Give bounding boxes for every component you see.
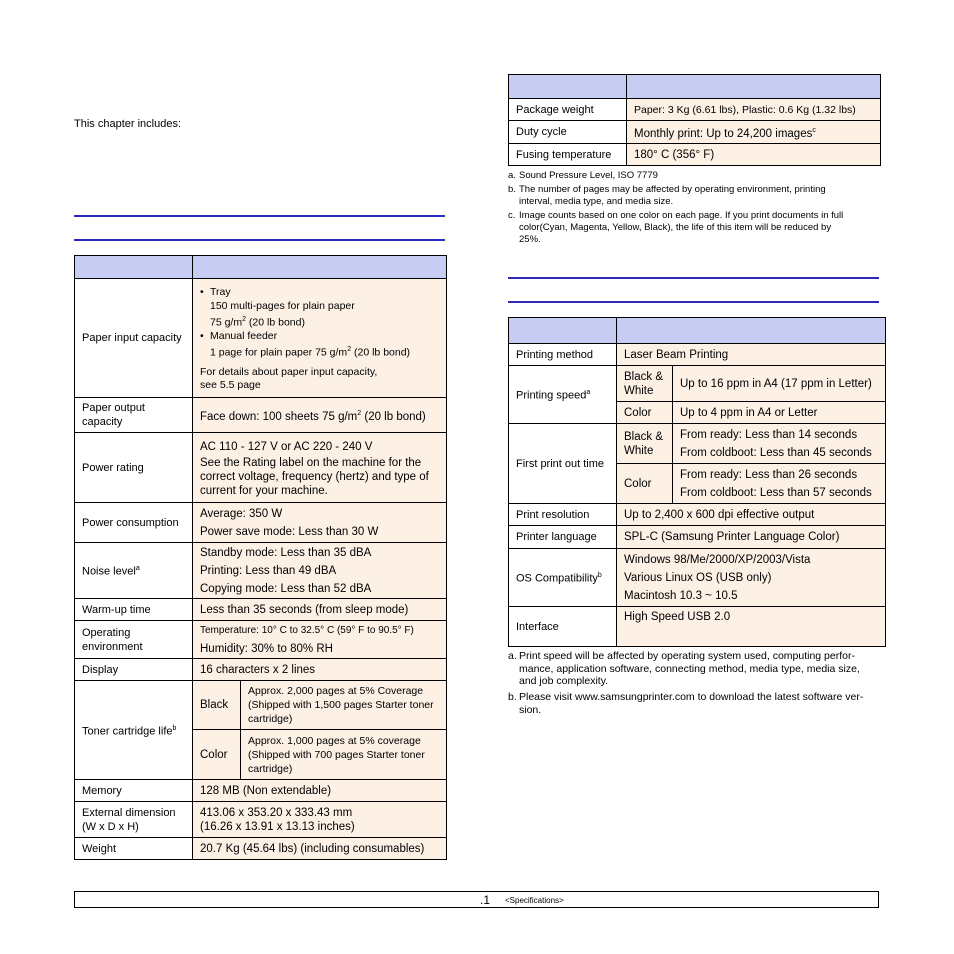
row-label: OS Compatibility bbox=[516, 572, 598, 585]
table-row-operating-environment: Operating environment Temperature: 10° C to 32.5° C (59° F to 90.5° F) Humidity: 30% to 80% RH bbox=[75, 621, 447, 659]
manual-feeder-label: Manual feeder bbox=[210, 330, 278, 342]
row-label: Warm-up time bbox=[75, 599, 193, 621]
black-white-label: Black & bbox=[624, 430, 663, 443]
color-label: Color bbox=[617, 402, 673, 424]
general-specifications-table bbox=[74, 255, 447, 860]
tray-label: Tray bbox=[210, 285, 231, 298]
paper-input-note-2: see 5.5 page bbox=[200, 378, 261, 391]
tray-line-1: 150 multi-pages for plain paper bbox=[210, 299, 355, 312]
table-row-paper-output: Paper output capacity Face down: 100 sheets 75 $g/m^2$ (20 lb bond) bbox=[75, 398, 447, 433]
row-label: First print out time bbox=[509, 424, 617, 504]
table-row-power-rating: Power rating AC 110 - 127 V or AC 220 - 240 V See the Rating label on the machine for the correct voltage, frequency (hertz) and type of current for your machine. bbox=[75, 433, 447, 503]
page-number: .1 bbox=[480, 893, 491, 907]
row-label: Weight bbox=[75, 838, 193, 860]
table-row-warmup: Warm-up time Less than 35 seconds (from sleep mode) bbox=[75, 599, 447, 621]
table-row-paper-input: Paper input capacity • Tray 150 multi-pages for plain paper 75 $g/m^2$ (20 lb bond) • Manual feeder 1 page for plain paper 75 $g/m^2$ (20 lb bond) For details about paper input capacity, see 5.5 page bbox=[75, 279, 447, 398]
table-row-os-compatibility: OS Compatibility$^b$ Windows 98/Me/2000/XP/2003/Vista Various Linux OS (USB only) Macintosh 10.3 ~ 10.5 bbox=[509, 549, 886, 607]
row-label: Printing speed bbox=[516, 389, 587, 402]
table-row-speed-color: Color Up to 4 ppm in A4 or Letter bbox=[509, 402, 886, 424]
row-label: Operating bbox=[82, 626, 131, 639]
general-specifications-continued-table bbox=[508, 74, 881, 166]
table-row-toner-black: Toner cartridge life$^b$ Black Approx. 2,000 pages at 5% Coverage (Shipped with 1,500 pages Starter toner cartridge) bbox=[75, 681, 447, 730]
paper-output-value: Face down: 100 sheets 75 g/m bbox=[200, 410, 358, 423]
footnote-a: a. Print speed will be affected by operating system used, computing perfor- mance, application software, connecting method, media type, media size, and job complexity. bbox=[508, 650, 860, 687]
intro-text: This chapter includes: bbox=[74, 118, 181, 130]
table-row-duty-cycle: Duty cycle Monthly print: Up to 24,200 images$^c$ bbox=[509, 121, 881, 144]
table-row-first-print-color: Color From ready: Less than 26 seconds From coldboot: Less than 57 seconds bbox=[509, 464, 886, 504]
table-row-first-print-black: First print out time Black & White From ready: Less than 14 seconds From coldboot: Less than 45 seconds bbox=[509, 424, 886, 464]
row-label: External dimension bbox=[82, 806, 176, 819]
table-row-speed-black: Printing speed$^a$ Black & White Up to 16 ppm in A4 (17 ppm in Letter) bbox=[509, 366, 886, 402]
row-label: Display bbox=[75, 659, 193, 681]
row-label: Print resolution bbox=[509, 504, 617, 526]
black-white-label: Black & bbox=[624, 370, 663, 383]
toner-black-label: Black bbox=[193, 681, 241, 730]
section-rule-bottom bbox=[508, 301, 879, 303]
paper-input-note-1: For details about paper input capacity, bbox=[200, 365, 378, 378]
section-rule-top bbox=[508, 277, 879, 279]
row-label: Fusing temperature bbox=[509, 144, 627, 166]
row-label: Paper input capacity bbox=[75, 279, 193, 398]
table-row-display: Display 16 characters x 2 lines bbox=[75, 659, 447, 681]
row-label: Toner cartridge life bbox=[82, 725, 173, 738]
printer-specifications-table bbox=[508, 317, 886, 647]
bullet-icon: • bbox=[200, 285, 204, 298]
footnote-b: b. The number of pages may be affected by operating environment, printing interval, media type, and media size. bbox=[508, 184, 826, 207]
manual-feeder-line: 1 page for plain paper 75 g/m bbox=[210, 346, 348, 359]
table-row-printer-language: Printer language SPL-C (Samsung Printer Language Color) bbox=[509, 526, 886, 549]
table-header-row bbox=[509, 318, 886, 344]
page-footer bbox=[74, 891, 879, 908]
footnote-c: c. Image counts based on one color on each page. If you print documents in full color(Cyan, Magenta, Yellow, Black), the life of this item will be reduced by 25%. bbox=[508, 210, 844, 245]
toner-color-label: Color bbox=[193, 730, 241, 780]
row-label: Noise level bbox=[82, 565, 136, 578]
table-row-fusing-temperature: Fusing temperature 180° C (356° F) bbox=[509, 144, 881, 166]
table-row-print-resolution: Print resolution Up to 2,400 x 600 dpi effective output bbox=[509, 504, 886, 526]
section-rule-bottom bbox=[74, 239, 445, 241]
row-label: Package weight bbox=[509, 99, 627, 121]
bullet-icon: • bbox=[200, 330, 204, 342]
table-row-interface: Interface High Speed USB 2.0 bbox=[509, 607, 886, 647]
table-row-toner-color: Color Approx. 1,000 pages at 5% coverage (Shipped with 700 pages Starter toner cartridge) bbox=[75, 730, 447, 780]
row-label: Power rating bbox=[75, 433, 193, 503]
table-row-noise-level: Noise level$^a$ Standby mode: Less than 35 dBA Printing: Less than 49 dBA Copying mode: Less than 52 dBA bbox=[75, 543, 447, 599]
table-row-power-consumption: Power consumption Average: 350 W Power save mode: Less than 30 W bbox=[75, 503, 447, 543]
section-name: <Specifications> bbox=[505, 896, 564, 905]
section-rule-top bbox=[74, 215, 445, 217]
row-label: Paper output bbox=[82, 402, 145, 414]
row-label: Printing method bbox=[509, 344, 617, 366]
table-row-weight: Weight 20.7 Kg (45.64 lbs) (including consumables) bbox=[75, 838, 447, 860]
row-label: Interface bbox=[509, 607, 617, 647]
row-label: Memory bbox=[75, 780, 193, 802]
table-header-row bbox=[509, 75, 881, 99]
row-label: Power consumption bbox=[75, 503, 193, 543]
table-row-memory: Memory 128 MB (Non extendable) bbox=[75, 780, 447, 802]
table-row-package-weight: Package weight Paper: 3 Kg (6.61 lbs), Plastic: 0.6 Kg (1.32 lbs) bbox=[509, 99, 881, 121]
footnote-b: b. Please visit www.samsungprinter.com to download the latest software ver- sion. bbox=[508, 691, 864, 716]
table-row-printing-method: Printing method Laser Beam Printing bbox=[509, 344, 886, 366]
tray-line-2: 75 g/m bbox=[210, 316, 243, 328]
table-row-dimension: External dimension (W x D x H) 413.06 x 353.20 x 333.43 mm (16.26 x 13.91 x 13.13 inches) bbox=[75, 802, 447, 838]
row-label: Duty cycle bbox=[509, 121, 627, 144]
footnote-a: a. Sound Pressure Level, ISO 7779 bbox=[508, 170, 658, 181]
color-label: Color bbox=[617, 464, 673, 504]
table-header-row bbox=[75, 256, 447, 279]
row-label: Printer language bbox=[509, 526, 617, 549]
